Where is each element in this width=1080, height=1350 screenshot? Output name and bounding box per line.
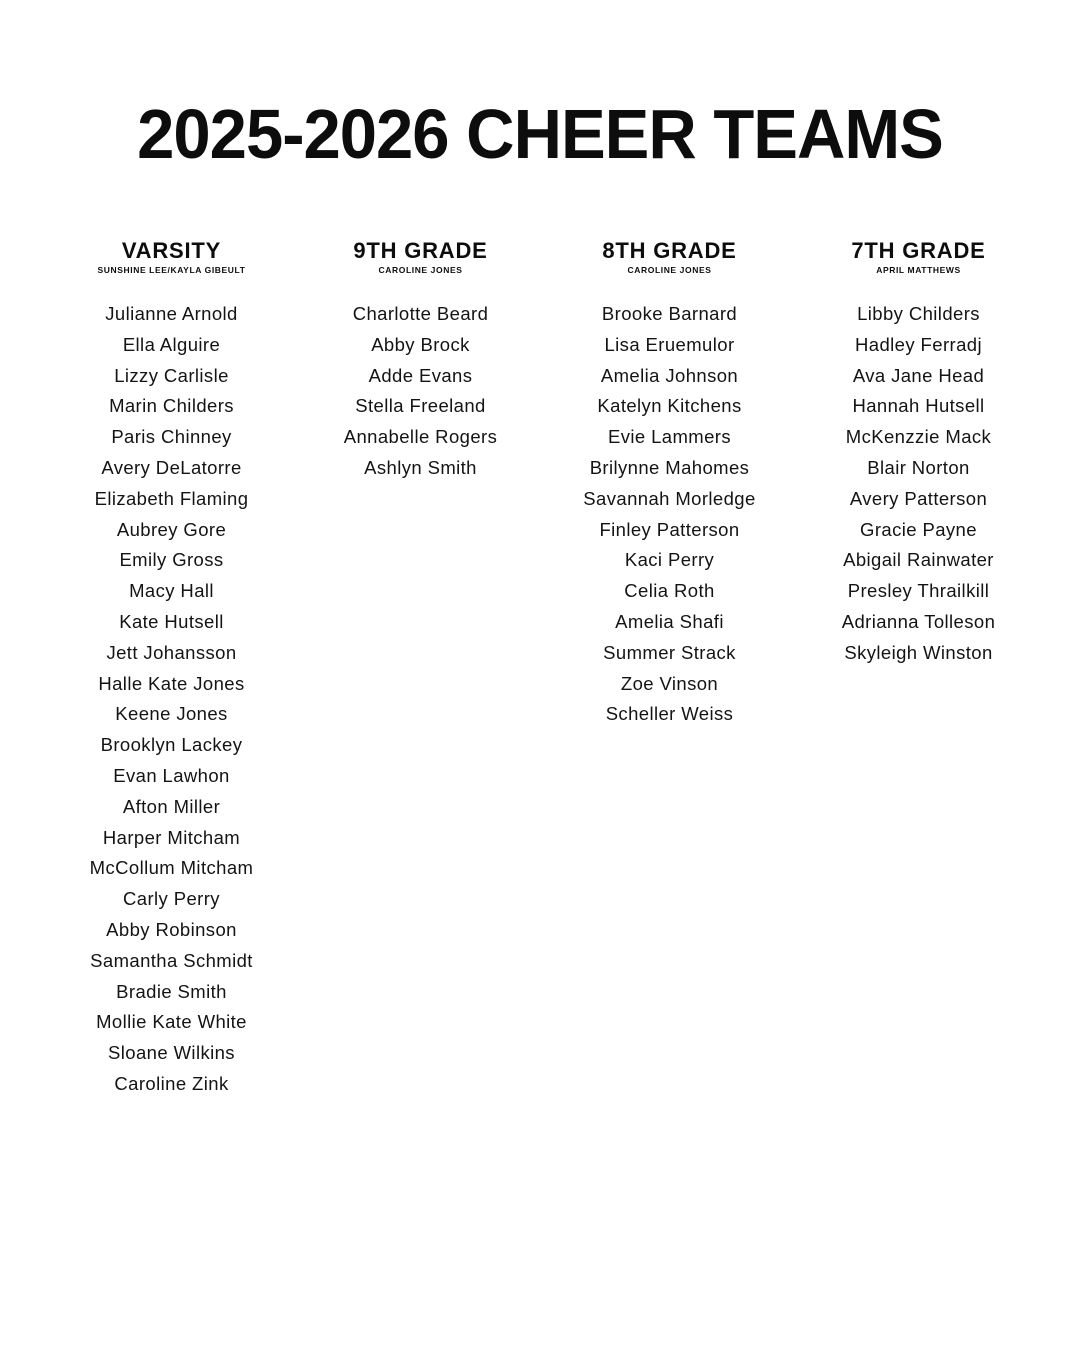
roster-member: Adrianna Tolleson bbox=[841, 610, 996, 632]
team-roster bbox=[799, 299, 1038, 669]
roster-member: Abby Brock bbox=[371, 333, 470, 355]
roster-member: Julianne Arnold bbox=[105, 303, 238, 324]
roster-member: Hannah Hutsell bbox=[852, 395, 985, 417]
roster-member: McKenzzie Mack bbox=[845, 426, 992, 448]
roster-member: Libby Childers bbox=[857, 303, 980, 324]
team-title: 7TH GRADE bbox=[851, 238, 986, 263]
roster-member: Keene Jones bbox=[115, 703, 228, 725]
roster-member: Brilynne Mahomes bbox=[589, 456, 750, 478]
roster-member: Aubrey Gore bbox=[116, 518, 227, 540]
roster-member: Adde Evans bbox=[368, 364, 473, 386]
roster-member: Ava Jane Head bbox=[852, 364, 985, 386]
roster-member: Blair Norton bbox=[867, 456, 970, 478]
team-column bbox=[550, 239, 789, 1100]
team-column bbox=[799, 239, 1038, 1100]
roster-member: McCollum Mitcham bbox=[89, 857, 254, 879]
roster-member: Abigail Rainwater bbox=[843, 549, 994, 571]
roster-member: Gracie Payne bbox=[860, 518, 977, 540]
roster-member: Bradie Smith bbox=[116, 980, 227, 1002]
roster-member: Avery DeLatorre bbox=[101, 456, 242, 478]
roster-member: Amelia Johnson bbox=[600, 364, 739, 386]
roster-member: Samantha Schmidt bbox=[90, 949, 253, 971]
roster-member: Ashlyn Smith bbox=[364, 456, 477, 478]
roster-member: Brooklyn Lackey bbox=[100, 734, 243, 756]
roster-member: Evan Lawhon bbox=[113, 764, 230, 786]
roster-member: Finley Patterson bbox=[599, 518, 740, 540]
roster-member: Mollie Kate White bbox=[96, 1011, 247, 1033]
flyer-page bbox=[0, 96, 1080, 1350]
roster-member: Summer Strack bbox=[603, 641, 736, 663]
team-title: 8TH GRADE bbox=[602, 238, 737, 263]
team-roster bbox=[301, 299, 540, 484]
roster-member: Paris Chinney bbox=[111, 426, 232, 448]
roster-member: Evie Lammers bbox=[607, 426, 732, 448]
roster-member: Celia Roth bbox=[624, 580, 715, 602]
roster-member: Brooke Barnard bbox=[601, 303, 738, 324]
roster-member: Sloane Wilkins bbox=[108, 1042, 235, 1064]
page-title: 2025-2026 CHEER TEAMS bbox=[137, 95, 943, 174]
team-column bbox=[301, 239, 540, 1100]
roster-member: Carly Perry bbox=[123, 888, 220, 910]
roster-member: Katelyn Kitchens bbox=[597, 395, 742, 417]
team-column bbox=[52, 239, 291, 1100]
team-coaches: APRIL MATTHEWS bbox=[876, 265, 961, 275]
roster-member: Lisa Eruemulor bbox=[604, 333, 735, 355]
roster-member: Lizzy Carlisle bbox=[114, 364, 229, 386]
roster-member: Ella Alguire bbox=[122, 333, 221, 355]
roster-member: Marin Childers bbox=[109, 395, 234, 417]
roster-member: Skyleigh Winston bbox=[844, 641, 993, 663]
roster-member: Hadley Ferradj bbox=[855, 333, 982, 355]
roster-member: Abby Robinson bbox=[106, 918, 237, 940]
roster-member: Jett Johansson bbox=[106, 641, 237, 663]
roster-member: Caroline Zink bbox=[114, 1072, 229, 1094]
roster-member: Kate Hutsell bbox=[119, 610, 224, 632]
team-title: VARSITY bbox=[121, 238, 222, 263]
teams-grid bbox=[0, 239, 1080, 1100]
roster-member: Presley Thrailkill bbox=[847, 580, 990, 602]
roster-member: Zoe Vinson bbox=[620, 672, 719, 694]
team-coaches: CAROLINE JONES bbox=[378, 265, 463, 275]
roster-member: Annabelle Rogers bbox=[343, 426, 498, 448]
roster-member: Charlotte Beard bbox=[352, 303, 489, 324]
team-roster bbox=[52, 299, 291, 1100]
roster-member: Amelia Shafi bbox=[615, 610, 724, 632]
roster-member: Macy Hall bbox=[129, 580, 214, 602]
roster-member: Avery Patterson bbox=[849, 487, 988, 509]
roster-member: Halle Kate Jones bbox=[98, 672, 245, 694]
team-roster bbox=[550, 299, 789, 730]
roster-member: Elizabeth Flaming bbox=[94, 487, 249, 509]
team-coaches: SUNSHINE LEE/KAYLA GIBEULT bbox=[97, 265, 246, 275]
team-coaches: CAROLINE JONES bbox=[627, 265, 712, 275]
roster-member: Kaci Perry bbox=[624, 549, 715, 571]
roster-member: Emily Gross bbox=[119, 549, 224, 571]
roster-member: Stella Freeland bbox=[355, 395, 486, 417]
roster-member: Harper Mitcham bbox=[102, 826, 241, 848]
roster-member: Savannah Morledge bbox=[583, 487, 756, 509]
roster-member: Scheller Weiss bbox=[605, 703, 734, 725]
team-title: 9TH GRADE bbox=[353, 238, 488, 263]
roster-member: Afton Miller bbox=[122, 795, 221, 817]
